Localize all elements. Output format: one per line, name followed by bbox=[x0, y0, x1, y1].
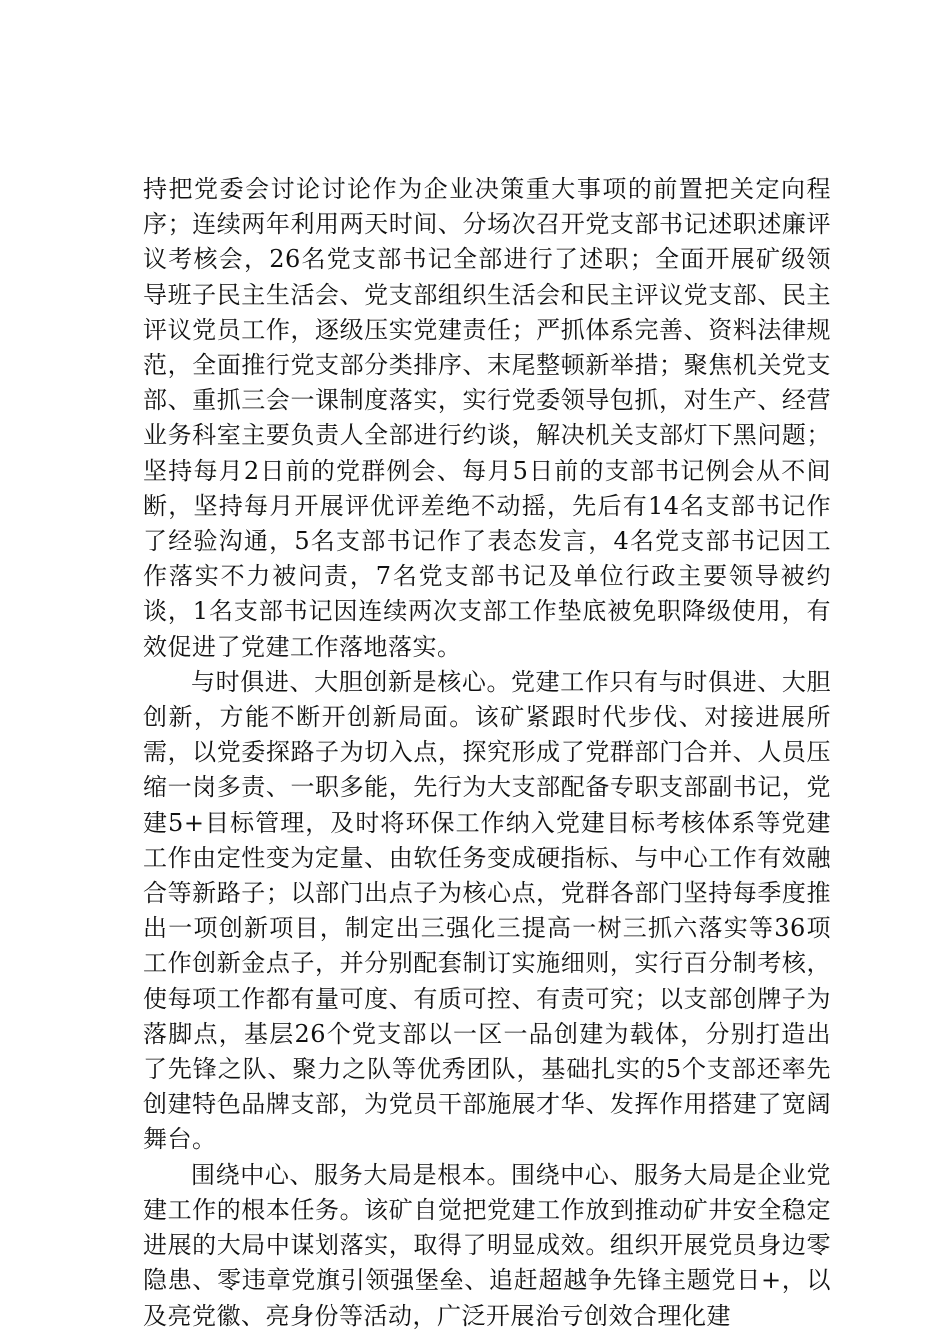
document-body bbox=[143, 172, 831, 1334]
paragraph-3: 围绕中心、服务大局是根本。围绕中心、服务大局是企业党建工作的根本任务。该矿自觉把党建工作放到推动矿井安全稳定进展的大局中谋划落实，取得了明显成效。组织开展党员身边零隐患、零违章党旗引领强堡垒、追赶超越争先锋主题党日+，以及亮党徽、亮身份等活动，广泛开展治亏创效合理化建 bbox=[143, 1160, 831, 1330]
paragraph-1: 持把党委会讨论讨论作为企业决策重大事项的前置把关定向程序；连续两年利用两天时间、分场次召开党支部书记述职述廉评议考核会，26名党支部书记全部进行了述职；全面开展矿级领导班子民主生活会、党支部组织生活会和民主评议党支部、民主评议党员工作，逐级压实党建责任；严抓体系完善、资料法律规范，全面推行党支部分类排序、末尾整顿新举措；聚焦机关党支部、重抓三会一课制度落实，实行党委领导包抓，对生产、经营业务科室主要负责人全部进行约谈，解决机关支部灯下黑问题；坚持每月2日前的党群例会、每月5日前的支部书记例会从不间断，坚持每月开展评优评差绝不动摇，先后有14名支部书记作了经验沟通，5名支部书记作了表态发言，4名党支部书记因工作落实不力被问责，7名党支部书记及单位行政主要领导被约谈，1名支部书记因连续两次支部工作垫底被免职降级使用，有效促进了党建工作落地落实。 bbox=[143, 175, 831, 661]
paragraph-2: 与时俱进、大胆创新是核心。党建工作只有与时俱进、大胆创新，方能不断开创新局面。该矿紧跟时代步伐、对接进展所需，以党委探路子为切入点，探究形成了党群部门合并、人员压缩一岗多责、一职多能，先行为大支部配备专职支部副书记，党建5+目标管理，及时将环保工作纳入党建目标考核体系等党建工作由定性变为定量、由软任务变成硬指标、与中心工作有效融合等新路子；以部门出点子为核心点，党群各部门坚持每季度推出一项创新项目，制定出三强化三提高一树三抓六落实等36项工作创新金点子，并分别配套制订实施细则，实行百分制考核，使每项工作都有量可度、有质可控、有责可究；以支部创牌子为落脚点，基层26个党支部以一区一品创建为载体，分别打造出了先锋之队、聚力之队等优秀团队，基础扎实的5个支部还率先创建特色品牌支部，为党员干部施展才华、发挥作用搭建了宽阔舞台。 bbox=[143, 667, 831, 1154]
